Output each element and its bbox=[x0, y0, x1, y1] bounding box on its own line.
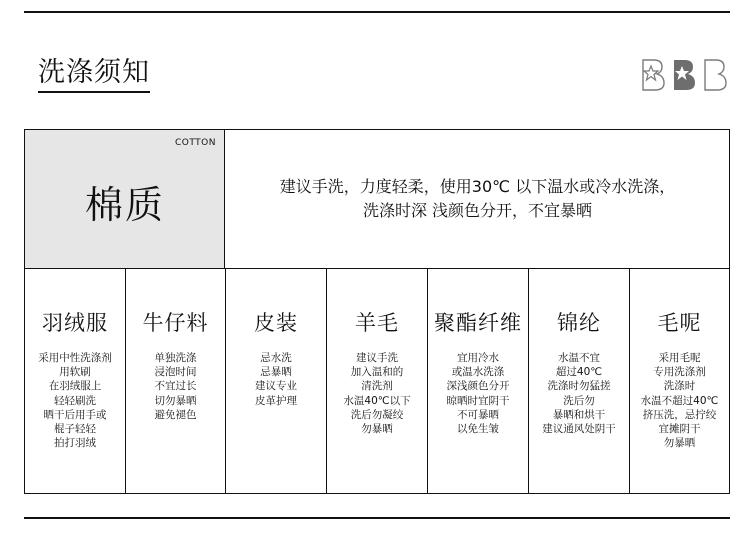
logo-b-outline-icon bbox=[702, 58, 728, 92]
instruction-line: 勿暴晒 bbox=[663, 437, 696, 450]
cotton-description bbox=[226, 130, 729, 268]
material-cell-wool bbox=[327, 269, 428, 493]
instruction-line: 拍打羽绒 bbox=[54, 437, 96, 450]
instruction-line: 采用中性洗涤剂 bbox=[38, 352, 112, 364]
title-block bbox=[38, 56, 150, 93]
cotton-desc-line: 建议手洗，力度轻柔，使用30℃ 以下温水或冷水洗涤， bbox=[279, 177, 676, 196]
cotton-desc-line: 洗涤时深 浅颜色分开，不宜暴晒 bbox=[362, 201, 593, 220]
instruction-line: 不可暴晒 bbox=[457, 408, 499, 421]
material-instructions bbox=[430, 351, 526, 436]
instruction-line: 建议专业 bbox=[255, 380, 297, 393]
material-name: 羽绒服 bbox=[42, 311, 108, 335]
instruction-line: 洗后勿凝绞 bbox=[350, 408, 404, 421]
instruction-line: 皮革护理 bbox=[255, 394, 297, 407]
cotton-label-cn: 棉质 bbox=[84, 183, 165, 227]
material-name: 皮装 bbox=[254, 311, 298, 335]
care-table bbox=[24, 129, 730, 494]
material-name: 聚酯纤维 bbox=[434, 311, 522, 335]
bbb-logo-icon bbox=[640, 58, 728, 92]
instruction-line: 水温不超过40℃ bbox=[640, 394, 719, 407]
instruction-line: 忌暴晒 bbox=[260, 366, 292, 379]
instruction-line: 轻轻刷洗 bbox=[54, 394, 96, 407]
bottom-rule bbox=[24, 517, 730, 519]
logo-b-filled-star-icon bbox=[671, 58, 697, 92]
material-name: 毛呢 bbox=[657, 311, 702, 335]
instruction-line: 忌水洗 bbox=[260, 352, 292, 364]
material-cell-down bbox=[25, 269, 126, 493]
instruction-line: 或温水洗涤 bbox=[451, 366, 505, 379]
instruction-line: 避免褪色 bbox=[154, 408, 197, 421]
instruction-line: 宜用冷水 bbox=[457, 352, 499, 364]
instruction-line: 切勿暴晒 bbox=[154, 394, 197, 407]
top-rule bbox=[24, 11, 730, 13]
instruction-line: 晾晒时宜阴干 bbox=[446, 394, 510, 407]
material-instructions bbox=[329, 351, 425, 436]
material-instructions bbox=[228, 351, 324, 408]
instruction-line: 洗涤时 bbox=[663, 380, 696, 393]
material-name: 羊毛 bbox=[355, 311, 399, 335]
logo-b-outline-star-icon bbox=[640, 58, 666, 92]
material-cell-woolen-cloth bbox=[630, 269, 729, 493]
page-title: 洗涤须知 bbox=[38, 56, 150, 93]
instruction-line: 在羽绒服上 bbox=[48, 380, 102, 393]
material-cell-denim bbox=[126, 269, 226, 493]
instruction-line: 用软刷 bbox=[59, 366, 91, 379]
instruction-line: 浸泡时间 bbox=[154, 366, 197, 379]
instruction-line: 加入温和的 bbox=[350, 366, 404, 379]
instruction-line: 以免生皱 bbox=[457, 423, 499, 436]
material-cell-polyester bbox=[428, 269, 529, 493]
material-instructions bbox=[632, 351, 727, 450]
material-instructions bbox=[27, 351, 123, 450]
cotton-label-cell bbox=[25, 130, 225, 268]
instruction-line: 洗涤时勿猛搓 bbox=[547, 380, 611, 393]
instruction-line: 棍子轻轻 bbox=[54, 423, 96, 436]
instruction-line: 专用洗涤剂 bbox=[653, 366, 706, 379]
instruction-line: 清洗剂 bbox=[361, 380, 393, 393]
instruction-line: 暴晒和烘干 bbox=[552, 408, 606, 421]
material-instructions bbox=[531, 351, 627, 436]
cotton-row bbox=[25, 130, 729, 269]
material-name: 牛仔料 bbox=[142, 311, 209, 335]
instruction-line: 洗后勿 bbox=[563, 394, 595, 407]
instruction-line: 水温不宜 bbox=[558, 352, 600, 364]
instruction-line: 采用毛呢 bbox=[658, 352, 701, 364]
instruction-line: 挤压洗，忌拧绞 bbox=[642, 408, 717, 421]
instruction-line: 不宜过长 bbox=[154, 380, 197, 393]
materials-row bbox=[25, 269, 729, 493]
instruction-line: 超过40℃ bbox=[555, 366, 603, 379]
instruction-line: 勿暴晒 bbox=[361, 423, 393, 436]
instruction-line: 晒干后用手或 bbox=[43, 408, 107, 421]
cotton-label-en: COTTON bbox=[174, 138, 216, 148]
instruction-line: 单独洗涤 bbox=[154, 352, 197, 364]
instruction-line: 深浅颜色分开 bbox=[446, 380, 510, 393]
instruction-line: 宜摊阴干 bbox=[658, 423, 701, 436]
instruction-line: 建议通风处阴干 bbox=[542, 423, 616, 436]
material-cell-leather bbox=[226, 269, 327, 493]
instruction-line: 建议手洗 bbox=[356, 352, 398, 364]
material-cell-nylon bbox=[529, 269, 630, 493]
instruction-line: 水温40℃以下 bbox=[343, 394, 411, 407]
material-name: 锦纶 bbox=[557, 311, 601, 335]
material-instructions bbox=[128, 351, 223, 422]
